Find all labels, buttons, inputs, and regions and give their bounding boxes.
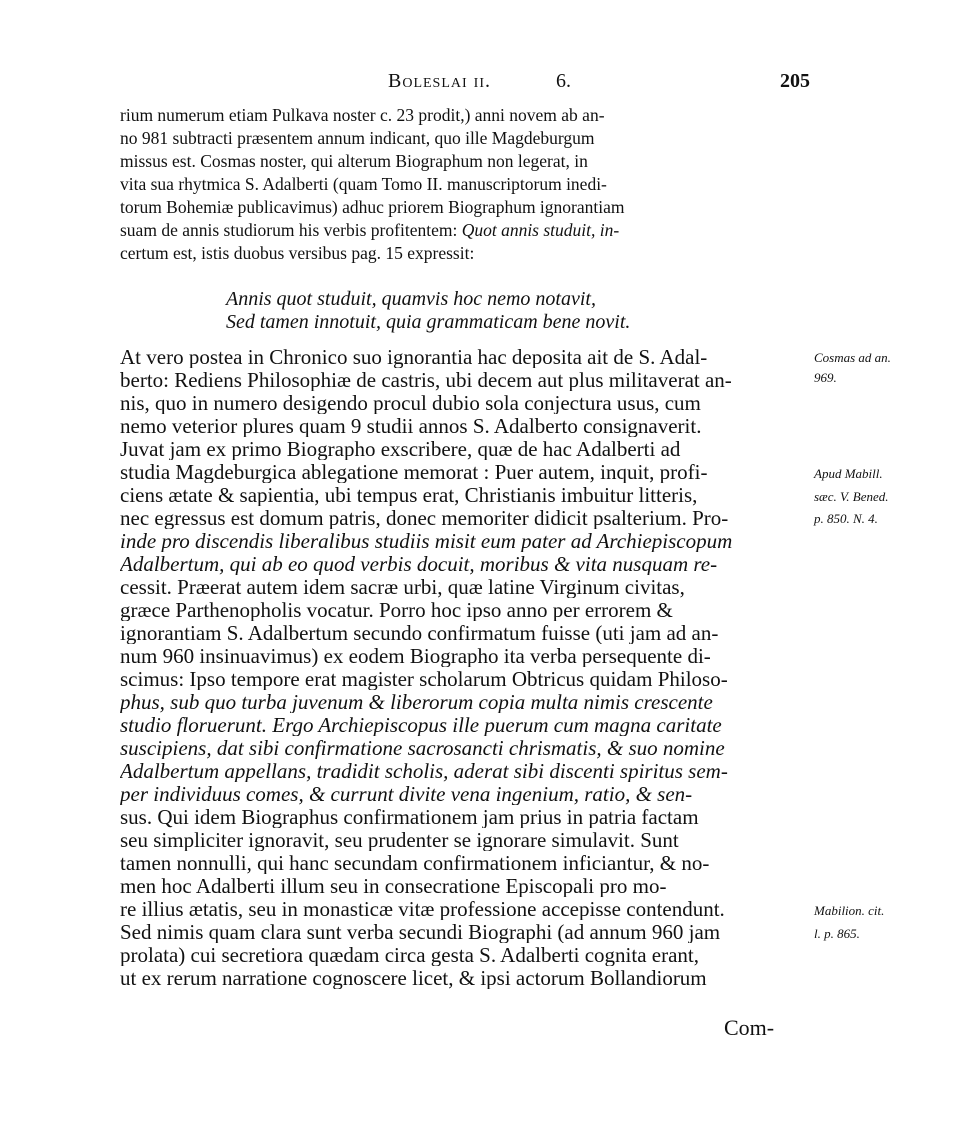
- verse-line: Sed tamen innotuit, quia grammaticam bene novit.: [226, 311, 631, 333]
- text-line: nec egressus est domum patris, donec memoriter didicit psalterium. Pro-: [120, 507, 729, 529]
- margin-note: Cosmas ad an.: [814, 350, 891, 365]
- text-line: græce Parthenopholis vocatur. Porro hoc ipso anno per errorem &: [120, 599, 673, 621]
- page-number: 205: [780, 70, 810, 92]
- text-line: sus. Qui idem Biographus confirmationem jam prius in patria factam: [120, 806, 699, 828]
- text-line: prolata) cui secretiora quædam circa gesta S. Adalberti cognita erant,: [120, 944, 700, 966]
- text-line: ciens ætate & sapientia, ubi tempus erat, Christianis imbuitur litteris,: [120, 484, 698, 506]
- text-line: num 960 insinuavimus) ex eodem Biographo ita verba persequente di-: [120, 645, 711, 667]
- text-line: Adalbertum appellans, tradidit scholis, aderat sibi discenti spiritus sem-: [120, 760, 728, 782]
- text-line: studio floruerunt. Ergo Archiepiscopus ille puerum cum magna caritate: [120, 714, 722, 736]
- text-line: Adalbertum, qui ab eo quod verbis docuit, moribus & vita nusquam re-: [120, 553, 718, 575]
- text-line: ignorantiam S. Adalbertum secundo confirmatum fuisse (uti jam ad an-: [120, 622, 719, 644]
- text-line: nemo veterior plures quam 9 studii annos S. Adalberto consignaverit.: [120, 415, 702, 437]
- text-line: Juvat jam ex primo Biographo exscribere, quæ de hac Adalberti ad: [120, 438, 681, 460]
- margin-note: 969.: [814, 370, 837, 385]
- text-line: At vero postea in Chronico suo ignorantia hac deposita ait de S. Adal-: [120, 346, 708, 368]
- text-line: torum Bohemiæ publicavimus) adhuc priorem Biographum ignorantiam: [120, 197, 625, 217]
- margin-note: Apud Mabill.: [814, 466, 883, 481]
- text-line: nis, quo in numero desigendo procul dubio sola conjectura usus, cum: [120, 392, 701, 414]
- text-line: studia Magdeburgica ablegatione memorat : Puer autem, inquit, profi-: [120, 461, 708, 483]
- text-line: tamen nonnulli, qui hanc secundam confirmationem inficiantur, & no-: [120, 852, 710, 874]
- text-line: certum est, istis duobus versibus pag. 15 expressit:: [120, 243, 475, 263]
- text-line: suscipiens, dat sibi confirmatione sacrosancti chrismatis, & suo nomine: [120, 737, 725, 759]
- running-header: [120, 70, 810, 98]
- text-line: scimus: Ipso tempore erat magister scholarum Obtricus quidam Philoso-: [120, 668, 728, 690]
- text-line: re illius ætatis, seu in monasticæ vitæ professione accepisse contendunt.: [120, 898, 725, 920]
- text-line: seu simpliciter ignoravit, seu prudenter se ignorare simulavit. Sunt: [120, 829, 679, 851]
- catchword: Com-: [724, 1015, 775, 1040]
- margin-note: Mabilion. cit.: [814, 903, 885, 918]
- text-line: phus, sub quo turba juvenum & liberorum copia multa nimis crescente: [120, 691, 713, 713]
- text-line: no 981 subtracti præsentem annum indicant, quo ille Magdeburgum: [120, 128, 595, 148]
- text-line: berto: Rediens Philosophiæ de castris, ubi decem aut plus militaverat an-: [120, 369, 732, 391]
- verse-line: Annis quot studuit, quamvis hoc nemo notavit,: [226, 288, 596, 310]
- running-title: Boleslai ii.: [388, 70, 491, 92]
- section-number: 6.: [556, 70, 571, 92]
- text-line: per individuus comes, & currunt divite vena ingenium, ratio, & sen-: [120, 783, 693, 805]
- quoted-verse-inline: Quot annis studuit, in-: [461, 220, 620, 240]
- margin-note: p. 850. N. 4.: [814, 511, 878, 526]
- text-line: Sed nimis quam clara sunt verba secundi Biographi (ad annum 960 jam: [120, 921, 721, 943]
- text-line: ut ex rerum narratione cognoscere licet, & ipsi actorum Bollandiorum: [120, 967, 707, 989]
- margin-note: l. p. 865.: [814, 926, 860, 941]
- text-line: rium numerum etiam Pulkava noster c. 23 prodit,) anni novem ab an-: [120, 105, 605, 125]
- margin-note: sæc. V. Bened.: [814, 489, 889, 504]
- text-segment: suam de annis studiorum his verbis profitentem:: [120, 220, 462, 240]
- text-line: vita sua rhytmica S. Adalberti (quam Tomo II. manuscriptorum inedi-: [120, 174, 607, 194]
- text-line: inde pro discendis liberalibus studiis misit eum pater ad Archiepiscopum: [120, 530, 733, 552]
- text-line: missus est. Cosmas noster, qui alterum Biographum non legerat, in: [120, 151, 588, 171]
- text-line: cessit. Præerat autem idem sacræ urbi, quæ latine Virginum civitas,: [120, 576, 685, 598]
- text-line: [120, 219, 810, 241]
- text-line: men hoc Adalberti illum seu in consecratione Episcopali pro mo-: [120, 875, 667, 897]
